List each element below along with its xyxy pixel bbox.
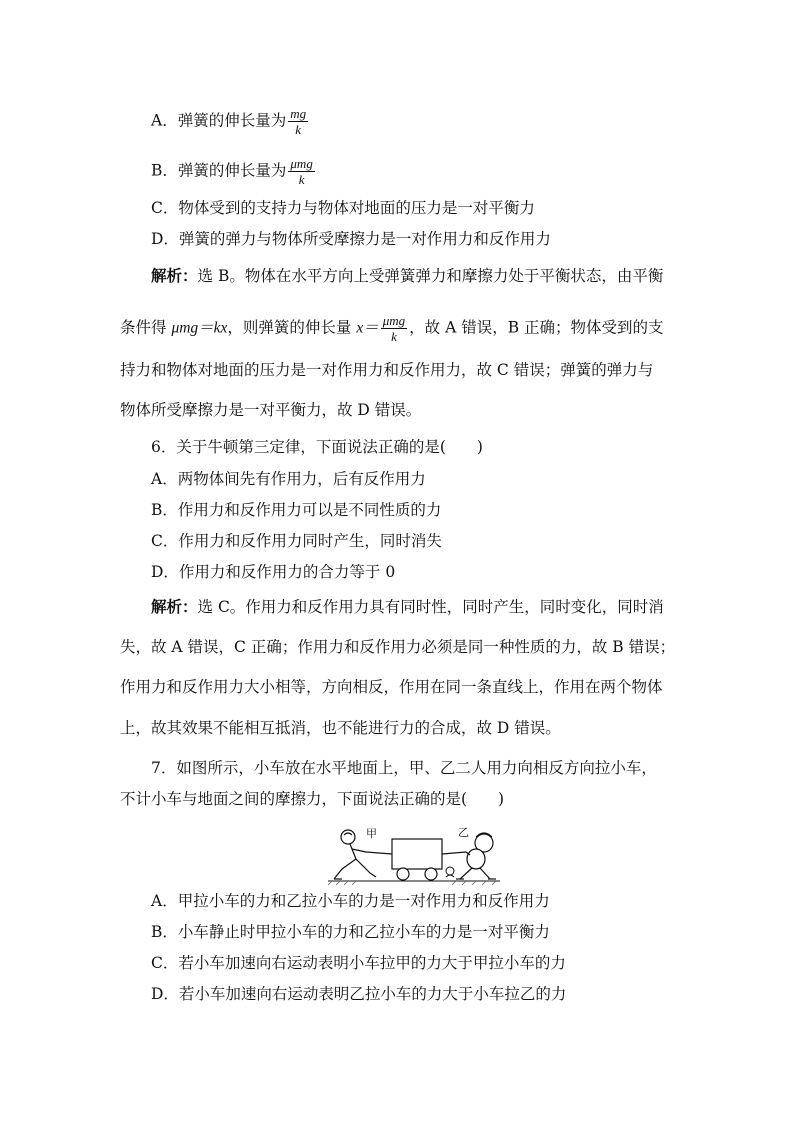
q6-option-a: A．两物体间先有作用力，后有反作用力 — [151, 470, 426, 488]
solution-label: 解析： — [151, 597, 198, 616]
q7-option-d: D．若小车加速向右运动表明乙拉小车的力大于小车拉乙的力 — [151, 985, 567, 1003]
person-yi — [456, 833, 496, 879]
frac-numerator: mg — [290, 106, 307, 121]
solution-text: 条件得 — [120, 318, 172, 337]
tug-cart-figure — [326, 825, 502, 887]
frac-denominator: k — [391, 329, 397, 344]
q6-solution-line-2: 失，故 A 错误，C 正确；作用力和反作用力必须是同一种性质的力，故 B 错误； — [120, 638, 676, 656]
q7-option-b: B．小车静止时甲拉小车的力和乙拉小车的力是一对平衡力 — [151, 923, 550, 941]
q6-solution-line-3: 作用力和反作用力大小相等，方向相反，作用在同一条直线上，作用在两个物体 — [120, 678, 663, 696]
q7-stem-line-1: 7．如图所示，小车放在水平地面上，甲、乙二人用力向相反方向拉小车， — [151, 759, 657, 777]
fraction-umg-over-k — [381, 313, 407, 344]
q6-solution-line-4: 上，故其效果不能相互抵消，也不能进行力的合成，故 D 错误。 — [120, 719, 561, 737]
small-figure — [446, 867, 454, 877]
cart-wheel-right — [425, 868, 437, 880]
q5-option-b — [151, 156, 317, 187]
q5-option-a — [151, 106, 310, 137]
q5-option-b-text: B．弹簧的伸长量为 — [151, 161, 287, 180]
q6-option-d: D．作用力和反作用力的合力等于 0 — [151, 563, 396, 581]
ground-hatching — [328, 881, 496, 885]
fraction-mg-over-k — [288, 106, 308, 137]
q7-option-c: C．若小车加速向右运动表明小车拉甲的力大于甲拉小车的力 — [151, 954, 566, 972]
fraction-umg-over-k — [288, 156, 314, 187]
label-yi: 乙 — [458, 826, 469, 839]
rope-left — [366, 852, 392, 854]
q6-solution-line-1 — [151, 597, 664, 617]
frac-denominator: k — [298, 172, 305, 187]
q7-option-a: A．甲拉小车的力和乙拉小车的力是一对作用力和反作用力 — [151, 892, 550, 910]
q6-option-b: B．作用力和反作用力可以是不同性质的力 — [151, 501, 442, 519]
label-jia: 甲 — [366, 827, 377, 840]
solution-text: 选 B。物体在水平方向上受弹簧弹力和摩擦力处于平衡状态，由平衡 — [197, 267, 664, 285]
rope-right — [442, 852, 466, 854]
q6-stem: 6．关于牛顿第三定律，下面说法正确的是( ) — [151, 438, 483, 456]
solution-label: 解析： — [151, 266, 198, 285]
solution-text: ，则弹簧的伸长量 — [227, 318, 357, 337]
solution-text: 选 C。作用力和反作用力具有同时性，同时产生，同时变化，同时消 — [197, 598, 664, 616]
q5-option-c: C．物体受到的支持力与物体对地面的压力是一对平衡力 — [151, 199, 535, 217]
equation: μmg＝kx — [171, 319, 228, 337]
q5-option-d: D．弹簧的弹力与物体所受摩擦力是一对作用力和反作用力 — [151, 230, 551, 248]
q5-solution-line-2 — [120, 313, 664, 344]
cart-wheel-left — [397, 868, 409, 880]
frac-numerator: μmg — [290, 156, 313, 171]
frac-denominator: k — [295, 122, 302, 137]
solution-text: ，故 A 错误，B 正确；物体受到的支 — [409, 318, 664, 337]
q6-option-c: C．作用力和反作用力同时产生，同时消失 — [151, 532, 442, 550]
q7-stem-line-2: 不计小车与地面之间的摩擦力，下面说法正确的是( ) — [120, 790, 505, 808]
q5-option-a-text: A．弹簧的伸长量为 — [151, 111, 287, 130]
q5-solution-line-3: 持力和物体对地面的压力是一对作用力和反作用力，故 C 错误；弹簧的弹力与 — [120, 361, 654, 379]
frac-numerator: μmg — [382, 313, 406, 328]
cart-body — [392, 839, 442, 869]
q5-solution-line-1 — [151, 266, 663, 286]
equation: x＝ — [356, 319, 379, 337]
q5-solution-line-4: 物体所受摩擦力是一对平衡力，故 D 错误。 — [120, 401, 422, 419]
